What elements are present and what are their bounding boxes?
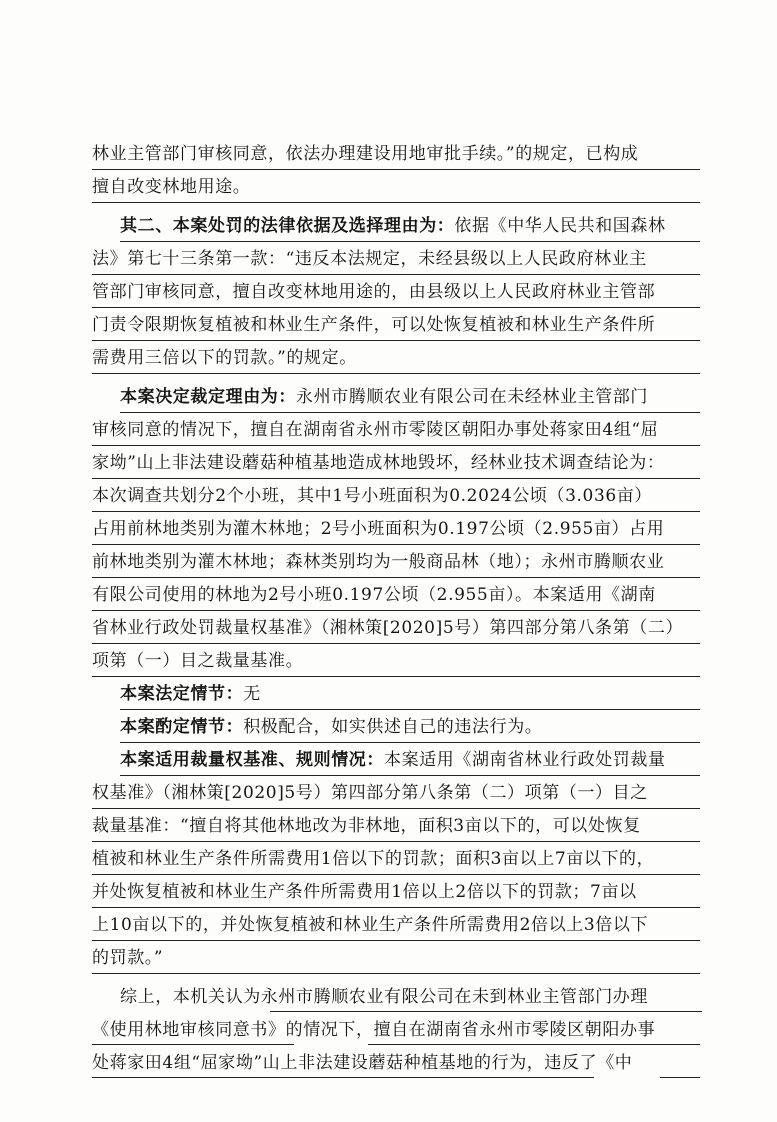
text-line: 处蒋家田4组“屈家坳”山上非法建设蘑菇种植基地的行为，违反了《中 — [92, 1053, 633, 1073]
text-line: 权基准》（湘林策[2020]5号）第四部分第八条第（二）项第（一）目之 — [92, 778, 700, 809]
text-line: 管部门审核同意，擅自改变林地用途的，由县级以上人民政府林业主管部 — [92, 277, 700, 308]
text-line: 《使用林地审核同意书》的情况下，擅自在湖南省永州市零陵区朝阳办事 — [92, 1020, 656, 1040]
text-line-heading — [120, 745, 700, 776]
underline — [660, 1077, 700, 1078]
text-line: 审核同意的情况下，擅自在湖南省永州市零陵区朝阳办事处蒋家田4组“屈 — [92, 415, 700, 446]
underline — [92, 1077, 594, 1078]
underline — [368, 1044, 700, 1045]
text-line: 省林业行政处罚裁量权基准》（湘林策[2020]5号）第四部分第八条第（二） — [92, 613, 700, 644]
text-line: 上10亩以下的，并处恢复植被和林业生产条件所需费用2倍以上3倍以下 — [92, 910, 700, 941]
text-line: 家坳”山上非法建设蘑菇种植基地造成林地毁坏，经林业技术调查结论为： — [92, 448, 700, 479]
text-line-heading — [120, 211, 700, 242]
section-label: 其二、本案处罚的法律依据及选择理由为： — [120, 216, 455, 236]
section-text: 本案适用《湖南省林业行政处罚裁量 — [384, 750, 666, 770]
text-line: 裁量基准：“擅自将其他林地改为非林地，面积3亩以下的，可以处恢复 — [92, 811, 700, 842]
text-line: 需费用三倍以下的罚款。”的规定。 — [92, 343, 700, 374]
text-line: 前林地类别为灌木林地；森林类别均为一般商品林（地）；永州市腾顺农业 — [92, 547, 700, 578]
section-label: 本案酌定情节： — [120, 717, 244, 737]
text-line: 占用前林地类别为灌木林地；2号小班面积为0.197公顷（2.955亩）占用 — [92, 514, 700, 545]
section-text: 无 — [243, 684, 261, 704]
text-line-heading — [120, 712, 700, 743]
section-text: 永州市腾顺农业有限公司在未经林业主管部门 — [296, 387, 648, 407]
text-line-heading — [120, 382, 700, 413]
text-line: 的罚款。” — [92, 943, 700, 974]
text-line: 植被和林业生产条件所需费用1倍以下的罚款；面积3亩以上7亩以下的， — [92, 844, 700, 875]
underline — [92, 1044, 294, 1045]
section-label: 本案法定情节： — [120, 684, 244, 704]
underline — [270, 1011, 702, 1012]
text-line: 有限公司使用的林地为2号小班0.197公顷（2.955亩）。本案适用《湖南 — [92, 580, 700, 611]
section-text: 积极配合，如实供述自己的违法行为。 — [243, 717, 543, 737]
text-line: 综上，本机关认为永州市腾顺农业有限公司在未到林业主管部门办理 — [120, 987, 648, 1007]
text-line-heading — [120, 679, 700, 710]
text-line: 擅自改变林地用途。 — [92, 172, 700, 203]
text-line: 门责令限期恢复植被和林业生产条件，可以处恢复植被和林业生产条件所 — [92, 310, 700, 341]
text-line: 本次调查共划分2个小班，其中1号小班面积为0.2024公顷（3.036亩） — [92, 481, 700, 512]
section-label: 本案适用裁量权基准、规则情况： — [120, 750, 384, 770]
section-label: 本案决定裁定理由为： — [120, 387, 296, 407]
text-line: 并处恢复植被和林业生产条件所需费用1倍以上2倍以下的罚款；7亩以 — [92, 877, 700, 908]
text-line: 法》第七十三条第一款：“违反本法规定，未经县级以上人民政府林业主 — [92, 244, 700, 275]
text-line: 林业主管部门审核同意，依法办理建设用地审批手续。”的规定，已构成 — [92, 139, 700, 170]
section-text: 依据《中华人民共和国森林 — [454, 216, 666, 236]
text-line: 项第（一）目之裁量基准。 — [92, 646, 700, 677]
